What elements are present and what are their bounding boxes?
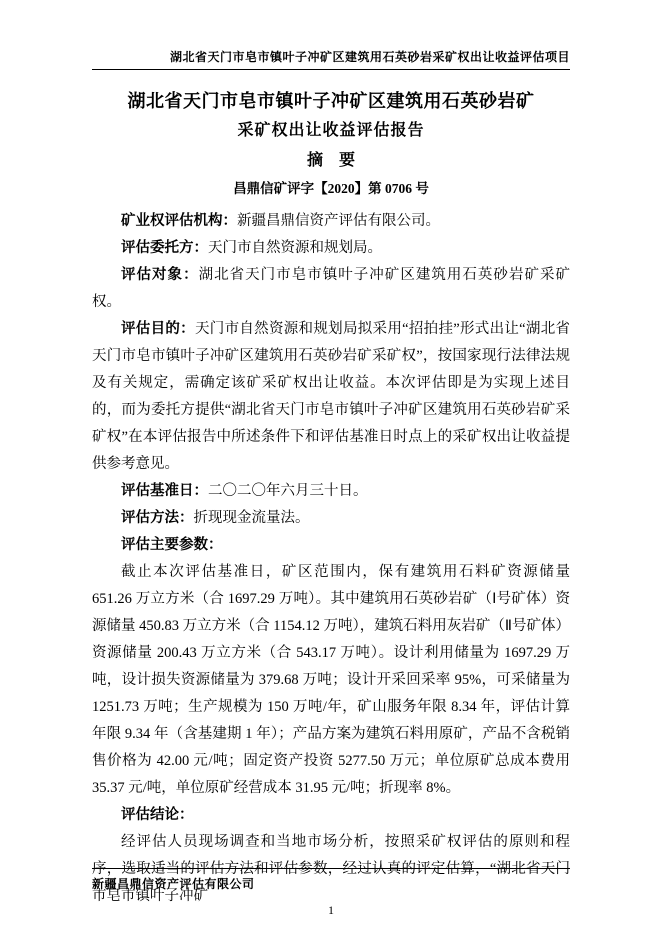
paragraph-appraiser [92, 208, 570, 235]
paragraph-text: 折现现金流量法。 [193, 510, 310, 526]
page-header-title: 湖北省天门市皂市镇叶子冲矿区建筑用石英砂岩采矿权出让收益评估项目 [169, 50, 570, 64]
paragraph-parameters-body [92, 559, 570, 802]
paragraph-label: 评估目的： [121, 321, 195, 337]
abstract-heading: 摘 要 [306, 152, 355, 169]
page-number: 1 [328, 903, 334, 917]
paragraph-label: 评估结论： [121, 807, 194, 823]
header-divider [92, 69, 570, 70]
paragraph-text: 经评估人员现场调查和当地市场分析，按照采矿权评估的原则和程序，选取适当的评估方法和评估参数，经过认真的评定估算，“湖北省天门市皂市镇叶子冲矿 [92, 834, 570, 904]
footer-divider [92, 868, 570, 869]
paragraph-purpose [92, 316, 570, 478]
paragraph-parameters-heading [92, 532, 570, 559]
paragraph-client [92, 235, 570, 262]
report-title-line-2: 采矿权出让收益评估报告 [237, 122, 425, 139]
paragraph-base-date [92, 478, 570, 505]
footer-company-name: 新疆昌鼎信资产评估有限公司 [92, 877, 255, 891]
paragraph-label: 评估对象： [121, 267, 199, 283]
paragraph-label: 评估委托方： [121, 240, 208, 256]
page-footer [92, 868, 570, 892]
paragraph-label: 评估方法： [121, 510, 194, 526]
paragraph-method [92, 505, 570, 532]
document-number: 昌鼎信矿评字【2020】第 0706 号 [233, 181, 429, 196]
paragraph-label: 评估基准日： [121, 483, 208, 499]
paragraph-conclusion-heading [92, 802, 570, 829]
paragraph-text: 湖北省天门市皂市镇叶子冲矿区建筑用石英砂岩矿采矿权。 [92, 267, 571, 310]
paragraph-subject [92, 262, 570, 316]
paragraph-text: 二〇二〇年六月三十日。 [208, 483, 368, 499]
paragraph-text: 截止本次评估基准日，矿区范围内，保有建筑用石料矿资源储量 651.26 万立方米（合 1697.29 万吨）。其中建筑用石英砂岩矿（Ⅰ号矿体）资源储量 450.83 万立方米（合 1154.12 万吨），建筑石料用灰岩矿（Ⅱ号矿体）资源储量 200.43 万立方米（合 543.17 万吨）。设计利用储量为 1697.29 万吨，设计损失资源储量为 379.68 万吨；设计开采回采率 95%，可采储量为 1251.73 万吨；生产规模为 150 万吨/年，矿山服务年限 8.34 年，评估计算年限 9.34 年（含基建期 1 年）；产品方案为建筑石料用原矿，产品不含税销售价格为 42.00 元/吨；固定资产投资 5277.50 万元；单位原矿总成本费用 35.37 元/吨，单位原矿经营成本 31.95 元/吨；折现率 8%。 [92, 564, 570, 796]
paragraph-text: 天门市自然资源和规划局。 [208, 240, 382, 256]
paragraph-label: 评估主要参数： [121, 537, 223, 553]
paragraph-label: 矿业权评估机构： [121, 213, 237, 229]
paragraph-text: 天门市自然资源和规划局拟采用“招拍挂”形式出让“湖北省天门市皂市镇叶子冲矿区建筑用石英砂岩矿采矿权”，按国家现行法律法规及有关规定，需确定该矿采矿权出让收益。本次评估即是为实现上述目的，而为委托方提供“湖北省天门市皂市镇叶子冲矿区建筑用石英砂岩矿采矿权”在本评估报告中所述条件下和评估基准日时点上的采矿权出让收益提供参考意见。 [92, 321, 570, 472]
paragraph-text: 新疆昌鼎信资产评估有限公司。 [237, 213, 440, 229]
report-body [92, 208, 570, 910]
report-title-line-1: 湖北省天门市皂市镇叶子冲矿区建筑用石英砂岩矿 [127, 91, 535, 111]
